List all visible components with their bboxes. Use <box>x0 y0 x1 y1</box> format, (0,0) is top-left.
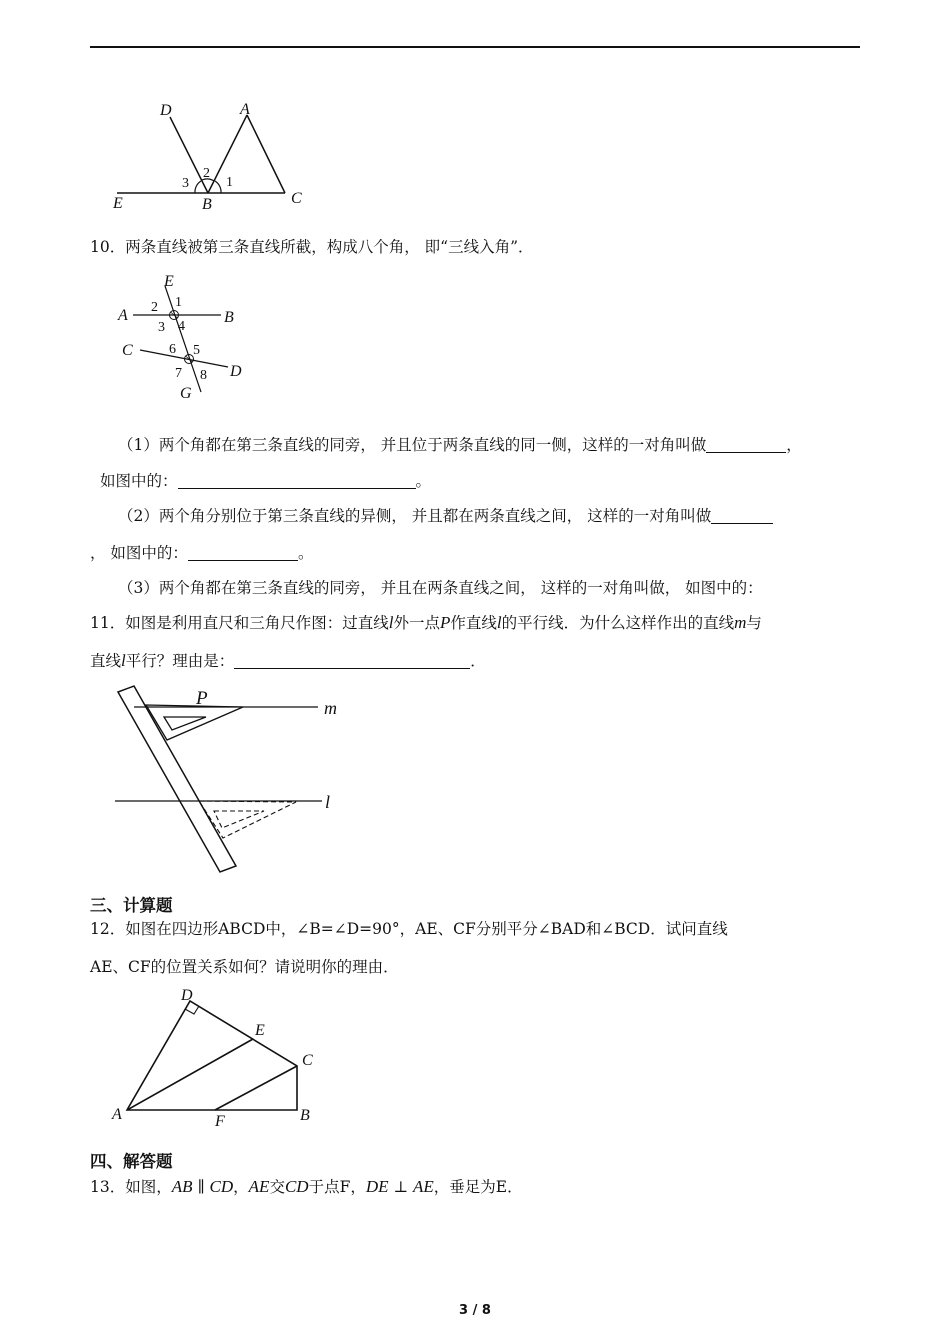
q11-text-b: 外一点 <box>393 614 440 632</box>
q10-part2-end: 。 <box>297 544 314 562</box>
label-C: C <box>122 342 133 359</box>
q13-AB: AB <box>171 1177 193 1196</box>
q13-text-d: 于点F， <box>308 1178 366 1196</box>
q11-var-P: P <box>439 613 451 632</box>
q11-text-d: 的平行线．为什么这样作出的直线 <box>501 614 735 632</box>
answer-blank[interactable] <box>188 544 298 561</box>
q11-text-h: ． <box>470 652 486 670</box>
q11-text-f: 直线 <box>90 652 122 670</box>
label-E: E <box>113 195 123 212</box>
label-A: A <box>240 101 250 118</box>
q11-var-l: l <box>121 651 126 670</box>
q11-text-g: 平行？理由是： <box>125 652 235 670</box>
label-A: A <box>112 1106 122 1123</box>
q11-text-a: 11．如图是利用直尺和三角尺作图：过直线 <box>90 614 389 632</box>
label-1: 1 <box>175 295 182 310</box>
q13-text-e: ，垂足为E． <box>433 1178 523 1196</box>
figure-three-lines <box>113 270 263 402</box>
label-m: m <box>324 698 337 718</box>
q10-part1-end: 。 <box>415 472 432 490</box>
label-B: B <box>202 196 212 213</box>
answer-blank[interactable] <box>706 436 786 453</box>
label-4: 4 <box>178 319 185 334</box>
q13-AE: AE <box>412 1177 434 1196</box>
figure-ruler-triangle <box>110 680 360 880</box>
q11-line2 <box>90 651 486 671</box>
answer-blank[interactable] <box>234 652 470 669</box>
q10-part1-comma: ， <box>786 436 802 454</box>
q13-parallel: ∥ <box>192 1178 210 1196</box>
label-8: 8 <box>200 368 207 383</box>
q13-text-a: 13．如图， <box>90 1178 172 1196</box>
label-5: 5 <box>193 343 200 358</box>
section-title-answer: 四、解答题 <box>90 1152 173 1171</box>
q10-part2-line2 <box>90 543 313 563</box>
figure-angles-EBC <box>105 95 325 215</box>
label-2: 2 <box>151 300 158 315</box>
label-7: 7 <box>175 366 182 381</box>
q11-var-m: m <box>734 613 747 632</box>
label-C: C <box>291 190 302 207</box>
label-B: B <box>224 309 234 326</box>
label-2: 2 <box>203 166 210 181</box>
label-D: D <box>230 363 242 380</box>
label-C: C <box>302 1052 313 1069</box>
label-l: l <box>325 792 331 812</box>
answer-blank[interactable] <box>711 507 773 524</box>
q13-text-b: ， <box>233 1178 249 1196</box>
q13-text-c: 交 <box>269 1178 285 1196</box>
q10-part1-line1 <box>118 435 802 455</box>
q12-line1: 12．如图在四边形ABCD中，∠B=∠D=90°，AE、CF分别平分∠BAD和∠BCD．试问直线 <box>90 920 728 938</box>
label-3: 3 <box>158 320 165 335</box>
q13-DE: DE <box>365 1177 389 1196</box>
q13-AE: AE <box>248 1177 270 1196</box>
label-D: D <box>181 987 193 1004</box>
page-number: 3 / 8 <box>459 1303 491 1318</box>
label-3: 3 <box>182 176 189 191</box>
q13-CD: CD <box>284 1177 309 1196</box>
section-title-calculation: 三、计算题 <box>90 896 173 915</box>
q10-stem: 10．两条直线被第三条直线所截，构成八个角， 即“三线入角”． <box>90 238 534 256</box>
q10-part2-prefix: ， 如图中的： <box>90 544 188 562</box>
label-B: B <box>300 1107 310 1124</box>
q13-perpendicular: ⊥ <box>388 1178 413 1196</box>
label-F: F <box>215 1113 225 1130</box>
q10-part2-line1 <box>118 506 773 526</box>
figure-quadrilateral-ABCD <box>105 985 335 1130</box>
label-E: E <box>164 273 174 290</box>
label-G: G <box>180 385 192 402</box>
q10-part2-text: （2）两个角分别位于第三条直线的异侧， 并且都在两条直线之间， 这样的一对角叫做 <box>118 507 712 525</box>
q11-text-e: 与 <box>746 614 762 632</box>
q10-part1-text: （1）两个角都在第三条直线的同旁， 并且位于两条直线的同一侧，这样的一对角叫做 <box>118 436 707 454</box>
q10-part1-line2 <box>100 471 431 491</box>
q13-line1 <box>90 1177 523 1197</box>
label-P: P <box>196 688 208 709</box>
label-1: 1 <box>226 175 233 190</box>
q11-line1 <box>90 613 762 633</box>
header-rule <box>90 46 860 48</box>
label-6: 6 <box>169 342 176 357</box>
answer-blank[interactable] <box>178 472 416 489</box>
label-A: A <box>118 307 128 324</box>
q11-var-l: l <box>496 613 502 632</box>
q10-part3: （3）两个角都在第三条直线的同旁， 并且在两条直线之间， 这样的一对角叫做， 如图中的： <box>118 579 763 597</box>
q12-line2: AE、CF的位置关系如何？请说明你的理由． <box>90 958 399 976</box>
q13-CD: CD <box>209 1177 234 1196</box>
q11-var-l: l <box>388 613 394 632</box>
q10-part1-prefix: 如图中的： <box>100 472 178 490</box>
label-D: D <box>160 102 172 119</box>
q11-text-c: 作直线 <box>450 614 497 632</box>
label-E: E <box>255 1022 265 1039</box>
